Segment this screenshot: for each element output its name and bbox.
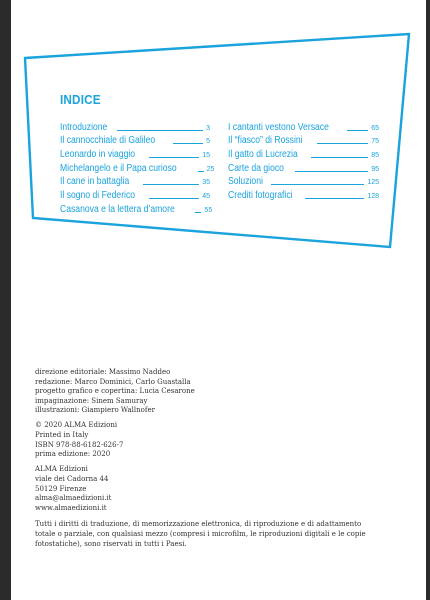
toc-item-lucrezia[interactable]: Il gatto di Lucrezia 85 (228, 149, 379, 161)
email-link[interactable]: alma@almaedizioni.it (35, 494, 112, 503)
toc-item-crediti[interactable]: Crediti fotografici 128 (228, 190, 379, 202)
staff-credits (35, 368, 415, 416)
toc-item-cane[interactable]: Il cane in battaglia 35 (60, 176, 210, 188)
toc-item-soluzioni[interactable]: Soluzioni 125 (228, 176, 379, 188)
isbn: ISBN 978-88-6182-626-7 (35, 440, 124, 449)
document-page (11, 0, 426, 600)
credit-line: progetto grafico e copertina: Lucia Cesarone (35, 387, 195, 396)
toc-item-introduzione[interactable]: Introduzione 3 (60, 121, 210, 133)
credit-line: illustrazioni: Giampiero Wallnofer (35, 406, 155, 415)
toc-item-versace[interactable]: I cantanti vestono Versace 65 (228, 121, 379, 133)
toc-item-michelangelo[interactable]: Michelangelo e il Papa curioso 25 (60, 162, 215, 174)
toc-item-rossini[interactable]: Il “fiasco” di Rossini 75 (228, 135, 379, 147)
credit-line: direzione editoriale: Massimo Naddeo (35, 368, 171, 376)
edition-line: © 2020 ALMA Edizioni (35, 421, 118, 430)
address-line: 50129 Firenze (35, 484, 87, 493)
credit-line: impaginazione: Sinem Samuray (35, 396, 148, 405)
toc-item-federico[interactable]: Il sogno di Federico 45 (60, 190, 210, 202)
toc-item-leonardo[interactable]: Leonardo in viaggio 15 (60, 149, 210, 161)
toc-left-column (60, 119, 215, 215)
rights-notice (35, 519, 415, 549)
colophon (35, 368, 415, 549)
credit-line: redazione: Marco Dominici, Carlo Guastalla (35, 377, 191, 386)
rights-line: Tutti i diritti di traduzione, di memorizzazione elettronica, di riproduzione e di adattamento (35, 519, 362, 528)
toc-item-casanova[interactable]: Casanova e la lettera d’amore 55 (60, 203, 213, 215)
edition-line: prima edizione: 2020 (35, 450, 111, 459)
website-link[interactable]: www.almaedizioni.it (35, 503, 107, 512)
publisher-address (35, 465, 415, 513)
index-title: INDICE (60, 92, 101, 107)
publisher-name: ALMA Edizioni (35, 465, 88, 474)
toc-item-cannocchiale[interactable]: Il cannocchiale di Galileo 5 (60, 135, 210, 147)
address-line: viale dei Cadorna 44 (35, 474, 109, 483)
toc-right-column (228, 119, 379, 201)
edition-line: Printed in Italy (35, 431, 89, 440)
edition-info (35, 421, 415, 459)
toc-item-carte[interactable]: Carte da gioco 95 (228, 162, 379, 174)
rights-line: totale o parziale, con qualsiasi mezzo (compresi i microfilm, le riproduzioni digitali e le copie (35, 529, 366, 538)
rights-line: fotostatiche), sono riservati in tutti i Paesi. (35, 539, 187, 548)
